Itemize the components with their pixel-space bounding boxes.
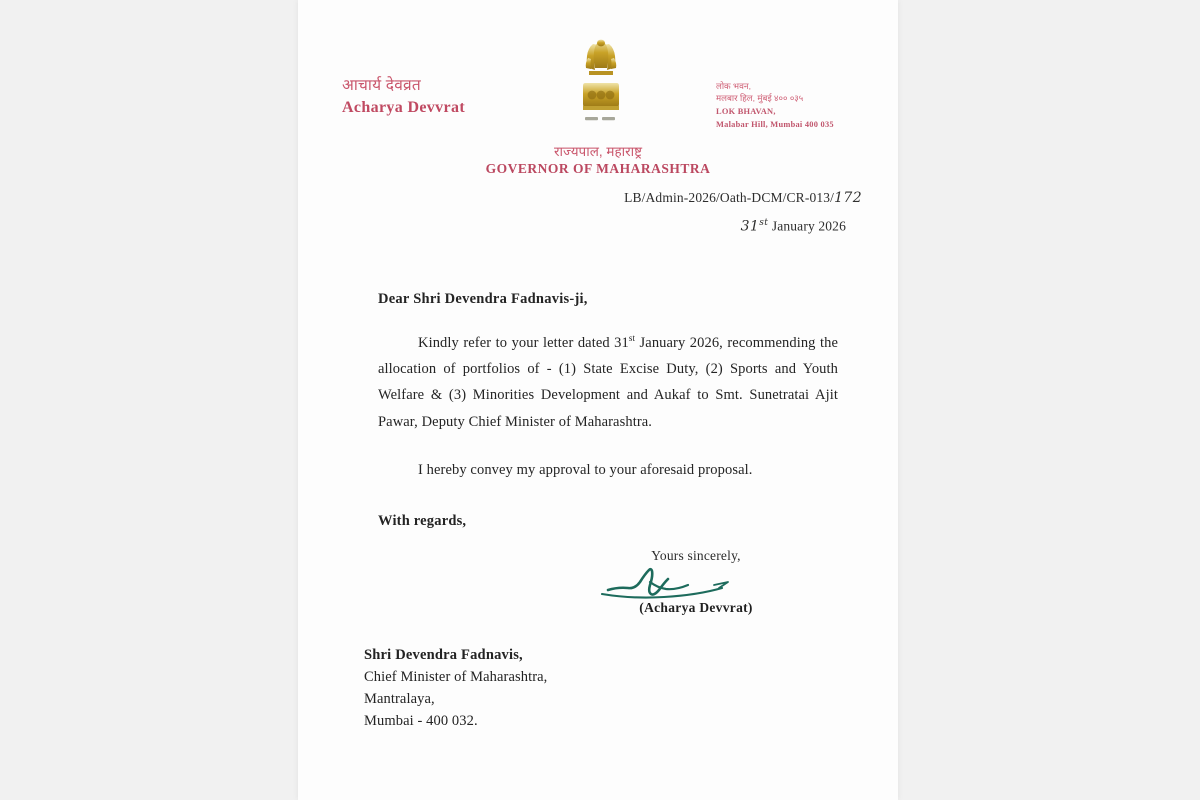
governor-name-english: Acharya Devvrat: [342, 98, 465, 116]
letter-date-line: [298, 218, 862, 235]
signature-closing: Yours sincerely,: [651, 548, 741, 564]
address-english-line-2: Malabar Hill, Mumbai 400 035: [716, 120, 834, 130]
paragraph-1-segment-1: Kindly refer to your letter dated 31: [418, 334, 629, 351]
signature-block: [596, 548, 854, 616]
salutation: Dear Shri Devendra Fadnavis-ji,: [378, 290, 588, 307]
letterhead-address-block: [716, 80, 834, 131]
paragraph-1-ordinal-suffix: st: [628, 332, 636, 343]
reference-number-line: [298, 190, 862, 206]
paragraph-1-segment-2: January 2026, recommending the allocation of portfolios of - (1) State Excise Duty, (2) Sports and Youth Welfare & (3) Minorities Development and Aukaf to Smt. Sunetratai Ajit Pawar, Deputy Chief Minister of Maharashtra.: [378, 334, 838, 430]
recipient-building: Mantralaya,: [364, 691, 435, 708]
recipient-city: Mumbai - 400 032.: [364, 713, 478, 730]
letterhead-title-block: [298, 142, 898, 177]
letter-page: [298, 0, 898, 800]
recipient-address-block: [298, 644, 898, 732]
reference-number-handwritten: 172: [834, 190, 862, 206]
reference-block: [298, 190, 898, 235]
date-day-handwritten: 31: [740, 218, 760, 235]
letter-body: [298, 291, 898, 531]
recipient-name: Shri Devendra Fadnavis,: [364, 647, 523, 664]
body-paragraph-1: [378, 330, 838, 436]
closing-regards: With regards,: [378, 513, 467, 530]
office-title-english: GOVERNOR OF MAHARASHTRA: [485, 161, 711, 176]
reference-number-printed: LB/Admin-2026/Oath-DCM/CR-013/: [624, 190, 835, 205]
address-hindi-line-2: मलबार हिल, मुंबई ४०० ०३५: [716, 93, 804, 104]
letterhead: [298, 0, 898, 190]
address-english-line-1: LOK BHAVAN,: [716, 106, 776, 116]
governor-name-block: [342, 76, 465, 118]
date-suffix-handwritten: st: [759, 218, 769, 228]
recipient-designation: Chief Minister of Maharashtra,: [364, 669, 548, 686]
governor-name-hindi: आचार्य देवव्रत: [342, 77, 421, 94]
address-hindi-line-1: लोक भवन,: [716, 81, 752, 91]
body-paragraph-2: I hereby convey my approval to your aforesaid proposal.: [418, 462, 753, 478]
date-month-year: January 2026: [771, 218, 846, 234]
india-state-emblem-icon: [576, 34, 626, 130]
signatory-name: (Acharya Devvrat): [639, 600, 753, 616]
handwritten-signature: [596, 564, 796, 602]
office-title-hindi: राज्यपाल, महाराष्ट्र: [553, 144, 643, 159]
